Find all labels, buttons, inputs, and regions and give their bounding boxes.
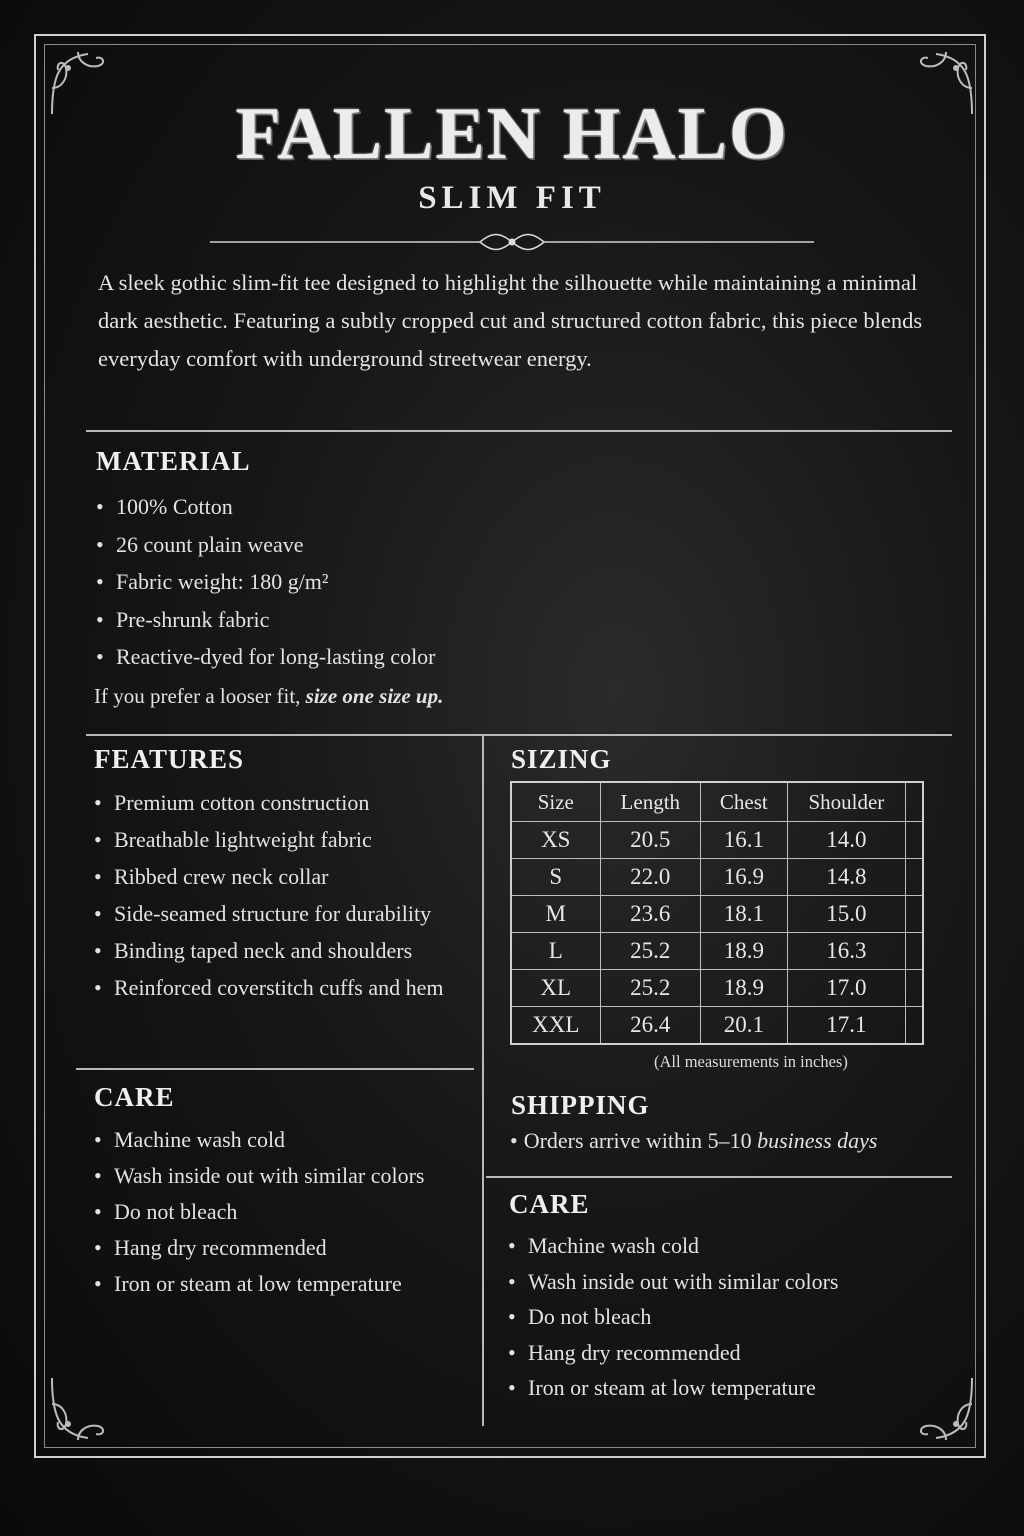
list-item: • Side-seamed structure for durability	[92, 895, 443, 932]
list-item: • 100% Cotton	[94, 488, 436, 526]
list-item: • Do not bleach	[506, 1299, 838, 1335]
list-item: • Hang dry recommended	[506, 1335, 838, 1371]
fit-note-emphasis: size one size up.	[305, 684, 444, 708]
shipping-emphasis: business days	[757, 1128, 878, 1153]
features-list	[92, 784, 443, 1006]
shipping-text: Orders arrive within 5–10	[523, 1128, 758, 1153]
table-cell: 18.9	[701, 970, 788, 1007]
list-item: • Iron or steam at low temperature	[506, 1370, 838, 1406]
measurement-note: (All measurements in inches)	[654, 1052, 848, 1071]
list-item: • Pre-shrunk fabric	[94, 601, 436, 639]
list-item: • Reinforced coverstitch cuffs and hem	[92, 969, 443, 1006]
section-divider	[86, 734, 952, 736]
column-header: Shoulder	[787, 782, 906, 822]
table-cell: 18.9	[701, 933, 788, 970]
list-item: • Binding taped neck and shoulders	[92, 932, 443, 969]
table-spacer	[906, 1007, 923, 1045]
table-cell: XXL	[511, 1007, 600, 1045]
section-divider	[86, 430, 952, 432]
table-spacer	[906, 970, 923, 1007]
product-description: A sleek gothic slim-fit tee designed to highlight the silhouette while maintaining a minimal dark aesthetic. Featuring a subtly cropped cut and structured cotton fabric, this piece blends everyday comfort with underground streetwear energy.	[98, 270, 923, 371]
fit-note	[94, 684, 443, 709]
table-cell: 14.8	[787, 859, 906, 896]
care-list-right	[506, 1228, 838, 1406]
list-item: • Wash inside out with similar colors	[92, 1158, 424, 1194]
table-cell: 17.0	[787, 970, 906, 1007]
table-row	[511, 896, 923, 933]
table-cell: 16.9	[701, 859, 788, 896]
table-cell: 25.2	[600, 933, 701, 970]
shipping-info	[510, 1128, 877, 1154]
table-cell: XS	[511, 822, 600, 859]
material-heading: MATERIAL	[96, 446, 251, 476]
table-spacer	[906, 822, 923, 859]
corner-ornament-icon	[48, 1374, 118, 1444]
product-subtitle: SLIM FIT	[418, 180, 606, 216]
table-cell: 14.0	[787, 822, 906, 859]
table-spacer	[906, 782, 923, 822]
table-cell: 20.1	[701, 1007, 788, 1045]
table-cell: 17.1	[787, 1007, 906, 1045]
table-cell: 16.3	[787, 933, 906, 970]
list-item: • Hang dry recommended	[92, 1230, 424, 1266]
features-heading: FEATURES	[94, 744, 245, 774]
table-cell: 25.2	[600, 970, 701, 1007]
material-list	[94, 488, 436, 676]
table-cell: L	[511, 933, 600, 970]
list-item: • Premium cotton construction	[92, 784, 443, 821]
table-cell: 18.1	[701, 896, 788, 933]
table-cell: 16.1	[701, 822, 788, 859]
care-list-left	[92, 1122, 424, 1302]
list-item: • Wash inside out with similar colors	[506, 1264, 838, 1300]
list-item: • Iron or steam at low temperature	[92, 1266, 424, 1302]
list-item: • Reactive-dyed for long-lasting color	[94, 638, 436, 676]
table-spacer	[906, 896, 923, 933]
column-divider	[482, 736, 484, 1426]
table-cell: XL	[511, 970, 600, 1007]
list-item: • 26 count plain weave	[94, 526, 436, 564]
table-cell: S	[511, 859, 600, 896]
sizing-table	[510, 781, 924, 1045]
shipping-heading: SHIPPING	[511, 1090, 650, 1120]
list-item: • Machine wash cold	[92, 1122, 424, 1158]
table-spacer	[906, 859, 923, 896]
sizing-heading: SIZING	[511, 744, 612, 774]
care-heading-left: CARE	[94, 1082, 175, 1112]
table-row	[511, 1007, 923, 1045]
table-spacer	[906, 933, 923, 970]
list-item: • Do not bleach	[92, 1194, 424, 1230]
table-cell: 22.0	[600, 859, 701, 896]
table-header-row	[511, 782, 923, 822]
product-title: FALLEN HALO	[235, 93, 789, 175]
table-cell: 23.6	[600, 896, 701, 933]
section-divider	[486, 1176, 952, 1178]
table-cell: 20.5	[600, 822, 701, 859]
fit-note-text: If you prefer a looser fit,	[94, 684, 306, 708]
table-row	[511, 859, 923, 896]
table-cell: 26.4	[600, 1007, 701, 1045]
care-heading-right: CARE	[509, 1189, 590, 1219]
corner-ornament-icon	[906, 1374, 976, 1444]
column-header: Length	[600, 782, 701, 822]
list-item: • Machine wash cold	[506, 1228, 838, 1264]
table-row	[511, 933, 923, 970]
column-header: Size	[511, 782, 600, 822]
table-row	[511, 970, 923, 1007]
table-cell: 15.0	[787, 896, 906, 933]
table-row	[511, 822, 923, 859]
list-item: • Ribbed crew neck collar	[92, 858, 443, 895]
section-divider	[76, 1068, 474, 1070]
list-item: • Fabric weight: 180 g/m²	[94, 563, 436, 601]
table-cell: M	[511, 896, 600, 933]
list-item: • Breathable lightweight fabric	[92, 821, 443, 858]
divider-ornament-icon	[200, 230, 824, 254]
column-header: Chest	[701, 782, 788, 822]
bullet: •	[510, 1128, 518, 1153]
